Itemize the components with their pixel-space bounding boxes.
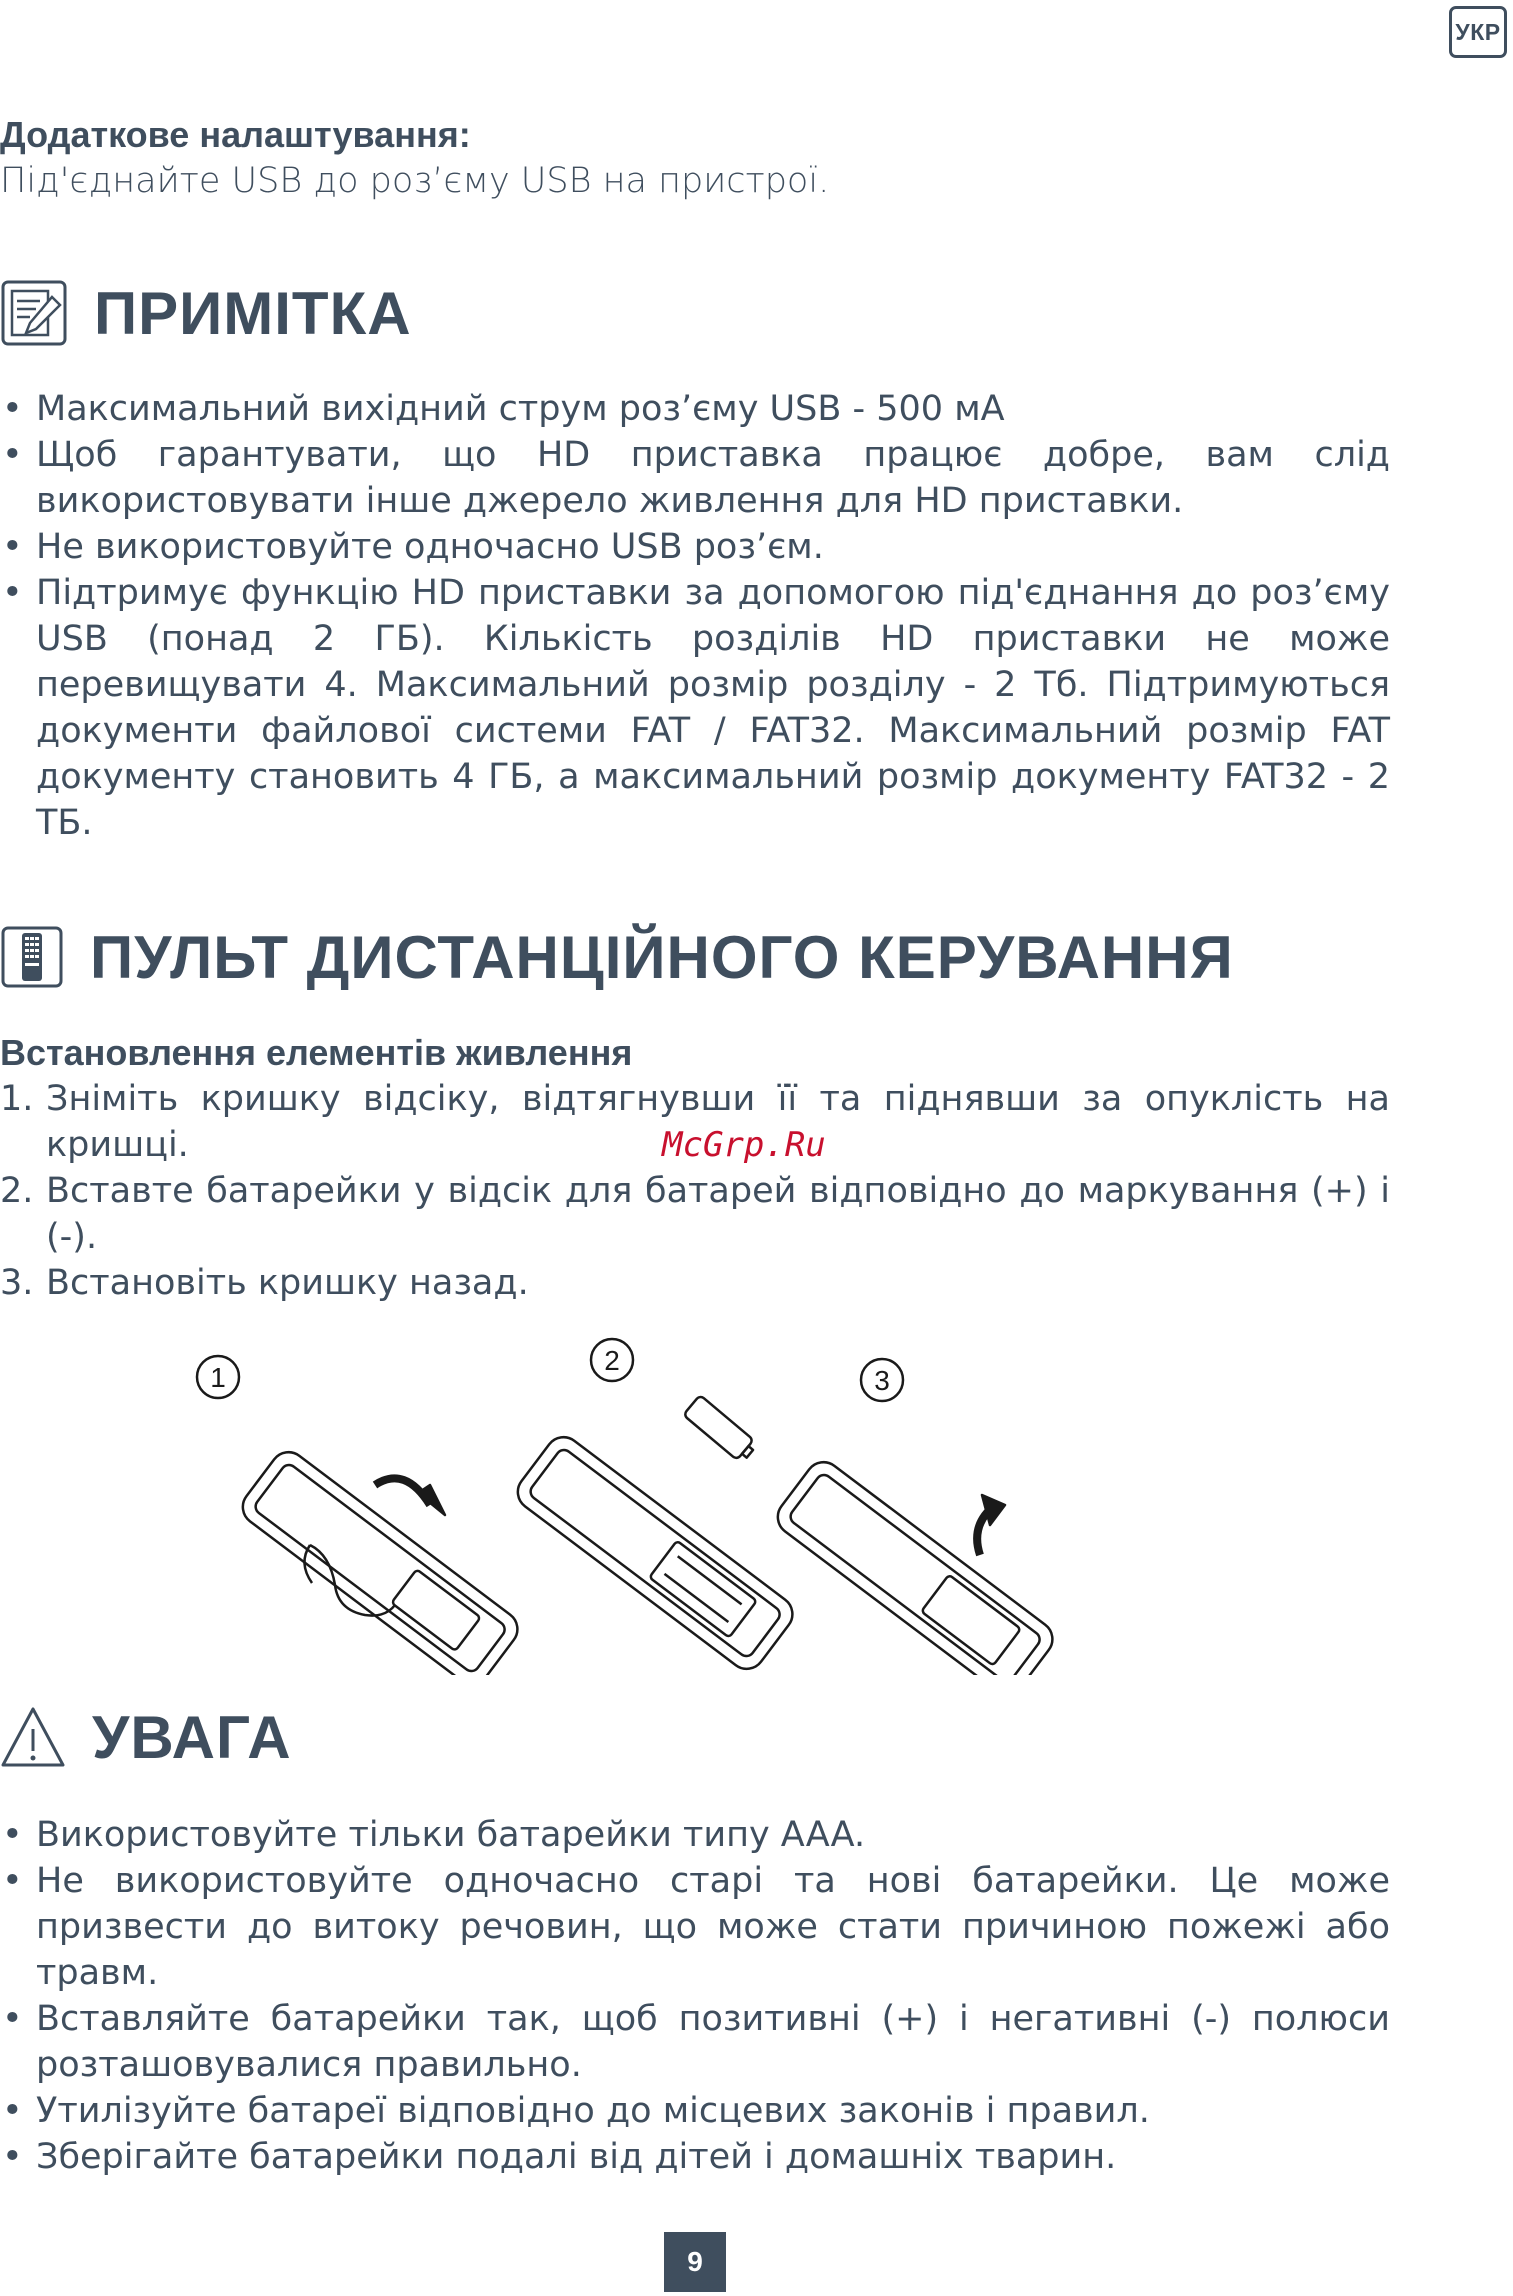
warning-triangle-icon — [0, 1705, 66, 1769]
step-text: Зніміть кришку відсіку, відтягнувши її та піднявши за опуклість на кришці. — [46, 1079, 1390, 1165]
step-1-label: 1 — [210, 1362, 226, 1393]
warning-section-header — [0, 1702, 292, 1772]
warning-title: УВАГА — [92, 1703, 292, 1771]
list-item: • Використовуйте тільки батарейки типу AAA. — [0, 1812, 1390, 1858]
additional-setup-text: Під'єднайте USB до роз’єму USB на пристрої. — [0, 161, 830, 201]
warning-list — [0, 1812, 1390, 2180]
battery-install-illustration — [160, 1335, 1260, 1675]
language-badge: УКР — [1449, 6, 1507, 58]
note-edit-icon — [0, 279, 68, 347]
remote-section-header — [0, 922, 1234, 992]
list-item — [0, 1260, 1390, 1306]
list-item: • Максимальний вихідний струм роз’єму USB - 500 мА — [0, 386, 1390, 432]
step-text: Встановіть кришку назад. — [46, 1263, 529, 1303]
step-2-label: 2 — [604, 1345, 620, 1376]
step-text: Вставте батарейки у відсік для батарей відповідно до маркування (+) і (-). — [46, 1171, 1390, 1257]
step-3-label: 3 — [874, 1365, 890, 1396]
step-number: 1. — [0, 1079, 34, 1119]
list-item: • Утилізуйте батареї відповідно до місцевих законів і правил. — [0, 2088, 1390, 2134]
note-list — [0, 386, 1390, 846]
list-item — [0, 1168, 1390, 1260]
remote-step-2 — [511, 1430, 800, 1675]
list-item: • Підтримує функцію HD приставки за допомогою під'єднання до роз’єму USB (понад 2 ГБ). Кількість розділів HD приставки не може перевищувати 4. Максимальний розмір розділу - 2 Тб. Підтримуються документи файлової системи FAT / FAT32. Максимальний розмір FAT документу становить 4 ГБ, а максимальний розмір документу FAT32 - 2 ТБ. — [0, 570, 1390, 846]
remote-control-icon — [0, 925, 64, 989]
remote-title: ПУЛЬТ ДИСТАНЦІЙНОГО КЕРУВАННЯ — [90, 923, 1234, 991]
page-number: 9 — [664, 2232, 726, 2292]
battery-install-title: Встановлення елементів живлення — [0, 1032, 633, 1073]
note-title: ПРИМІТКА — [94, 279, 412, 347]
step-number: 2. — [0, 1171, 34, 1211]
battery — [683, 1395, 758, 1464]
step-number: 3. — [0, 1263, 34, 1303]
remote-step-3 — [771, 1455, 1060, 1675]
list-item: • Не використовуйте одночасно старі та нові батарейки. Це може призвести до витоку речовин, що може стати причиною пожежі або травм. — [0, 1858, 1390, 1996]
list-item: • Зберігайте батарейки подалі від дітей і домашніх тварин. — [0, 2134, 1390, 2180]
list-item: • Вставляйте батарейки так, щоб позитивні (+) і негативні (-) полюси розташовувалися правильно. — [0, 1996, 1390, 2088]
additional-setup-title: Додаткове налаштування: — [0, 114, 471, 155]
watermark: McGrp.Ru — [662, 1125, 826, 1165]
list-item: • Не використовуйте одночасно USB роз’єм. — [0, 524, 1390, 570]
note-section-header — [0, 278, 412, 348]
battery-steps — [0, 1076, 1390, 1306]
list-item: • Щоб гарантувати, що HD приставка працює добре, вам слід використовувати інше джерело живлення для HD приставки. — [0, 432, 1390, 524]
